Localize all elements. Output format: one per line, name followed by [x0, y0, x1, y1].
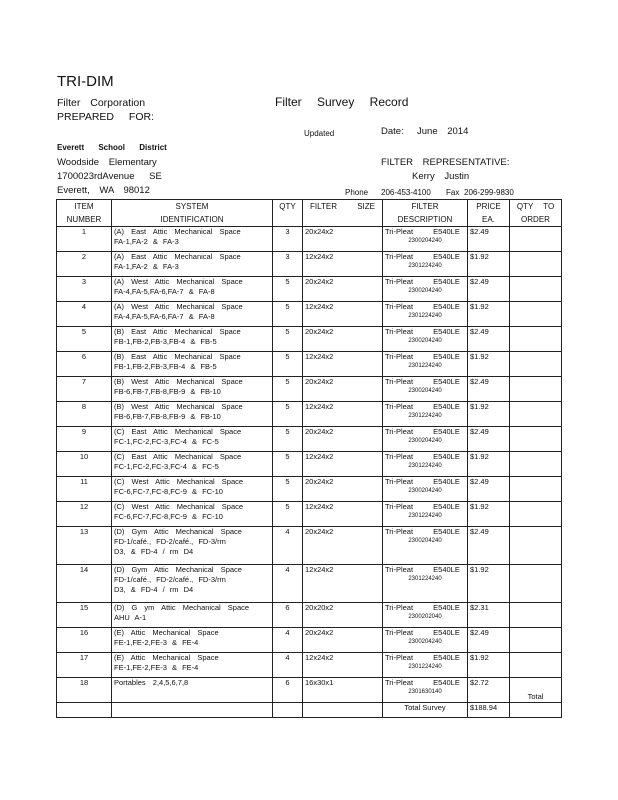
system-line: (B) West Attic Mechanical Space — [114, 402, 243, 411]
part-number: 2301224240 — [408, 313, 442, 319]
unit-price: $2.49 — [468, 327, 510, 352]
filter-model: Tri-Pleat E540LE — [385, 477, 460, 486]
unit-price: $2.49 — [468, 277, 510, 302]
site-name: Woodside Elementary — [57, 157, 157, 168]
item-number: 2 — [57, 252, 112, 277]
filter-description — [383, 452, 468, 477]
filter-description — [383, 377, 468, 402]
order-quantity[interactable] — [510, 452, 562, 477]
filter-size: 12x24x2 — [303, 302, 383, 327]
system-units: FC-6,FC-7,FC-8,FC-9 & FC-10 — [114, 487, 223, 496]
system-line: (A) West Attic Mechanical Space — [114, 302, 243, 311]
prepared-for-label: PREPARED FOR: — [57, 111, 154, 123]
order-quantity[interactable] — [510, 565, 562, 603]
filter-size: 12x24x2 — [303, 352, 383, 377]
system-line: Portables 2,4,5,6,7,8 — [114, 678, 189, 687]
item-number: 1 — [57, 227, 112, 252]
unit-price: $1.92 — [468, 352, 510, 377]
corporation-name: Filter Corporation — [57, 97, 146, 109]
unit-price: $1.92 — [468, 302, 510, 327]
quantity: 5 — [273, 427, 303, 452]
item-number: 4 — [57, 302, 112, 327]
item-number: 17 — [57, 653, 112, 678]
table-row — [57, 427, 562, 452]
item-number: 12 — [57, 502, 112, 527]
part-number: 2300204240 — [408, 388, 442, 394]
system-units: FA-4,FA-5,FA-6,FA-7 & FA-8 — [114, 287, 215, 296]
table-row — [57, 327, 562, 352]
filter-model: Tri-Pleat E540LE — [385, 277, 460, 286]
filter-description — [383, 402, 468, 427]
header-item: ITEM NUMBER — [57, 200, 112, 227]
quantity: 5 — [273, 452, 303, 477]
system-identification — [112, 477, 273, 502]
system-identification — [112, 452, 273, 477]
header-filter-size: FILTER SIZE — [303, 200, 383, 227]
unit-price: $1.92 — [468, 565, 510, 603]
filter-model: Tri-Pleat E540LE — [385, 252, 460, 261]
system-identification — [112, 402, 273, 427]
order-quantity[interactable] — [510, 227, 562, 252]
filter-model: Tri-Pleat E540LE — [385, 502, 460, 511]
item-number: 11 — [57, 477, 112, 502]
table-row — [57, 227, 562, 252]
system-units: FE-1,FE-2,FE-3 & FE-4 — [114, 663, 199, 672]
filter-description — [383, 502, 468, 527]
system-units: FA-4,FA-5,FA-6,FA-7 & FA-8 — [114, 312, 215, 321]
address-line: 1700023rdAvenue SE — [57, 171, 162, 182]
item-number: 15 — [57, 603, 112, 628]
system-line: (A) East Attic Mechanical Space — [114, 252, 241, 261]
header-description: FILTER DESCRIPTION — [383, 200, 468, 227]
part-number: 2300204240 — [408, 488, 442, 494]
order-quantity[interactable] — [510, 427, 562, 452]
filter-size: 20x24x2 — [303, 628, 383, 653]
system-line: (A) East Attic Mechanical Space — [114, 227, 241, 236]
header-qty: QTY — [273, 200, 303, 227]
filter-model: Tri-Pleat E540LE — [385, 603, 460, 612]
system-line: (E) Attic Mechanical Space — [114, 628, 219, 637]
order-quantity[interactable] — [510, 302, 562, 327]
header-system: SYSTEM IDENTIFICATION — [112, 200, 273, 227]
filter-model: Tri-Pleat E540LE — [385, 427, 460, 436]
quantity: 4 — [273, 565, 303, 603]
date-label: Date: — [381, 126, 404, 137]
system-line: (C) West Attic Mechanical Space — [114, 477, 244, 486]
unit-price: $2.49 — [468, 227, 510, 252]
item-number: 5 — [57, 327, 112, 352]
quantity: 6 — [273, 603, 303, 628]
total-row — [57, 703, 562, 718]
part-number: 2301224240 — [408, 576, 442, 582]
total-value: $188.94 — [468, 703, 510, 718]
system-line: (B) West Attic Mechanical Space — [114, 377, 243, 386]
filter-model: Tri-Pleat E540LE — [385, 402, 460, 411]
unit-price: $1.92 — [468, 452, 510, 477]
order-quantity[interactable] — [510, 402, 562, 427]
order-quantity[interactable] — [510, 628, 562, 653]
item-number: 16 — [57, 628, 112, 653]
system-units: FC-1,FC-2,FC-3,FC-4 & FC-5 — [114, 437, 219, 446]
order-quantity[interactable] — [510, 527, 562, 565]
filter-description — [383, 302, 468, 327]
system-identification — [112, 628, 273, 653]
order-quantity[interactable] — [510, 252, 562, 277]
filter-model: Tri-Pleat E540LE — [385, 377, 460, 386]
phone-label: Phone — [345, 188, 369, 197]
system-line: (D) G ym Attic Mechanical Space — [114, 603, 250, 612]
system-line: (E) Attic Mechanical Space — [114, 653, 219, 662]
unit-price: $2.49 — [468, 527, 510, 565]
filter-size: 16x30x1 — [303, 678, 383, 703]
system-line: (D) Gym Attic Mechanical Space — [114, 527, 242, 536]
system-line: (A) West Attic Mechanical Space — [114, 277, 243, 286]
filter-description — [383, 527, 468, 565]
system-units: FA-1,FA-2 & FA-3 — [114, 237, 179, 246]
unit-price: $2.31 — [468, 603, 510, 628]
table-row — [57, 603, 562, 628]
item-number: 8 — [57, 402, 112, 427]
table-row — [57, 252, 562, 277]
system-units-extra: D3, & FD-4 / rm D4 — [114, 585, 194, 594]
company-name: TRI-DIM — [57, 73, 114, 90]
item-number: 13 — [57, 527, 112, 565]
filter-description — [383, 653, 468, 678]
system-units: FB-6,FB-7,FB-8,FB-9 & FB-10 — [114, 412, 221, 421]
system-identification — [112, 377, 273, 402]
table-row — [57, 452, 562, 477]
filter-size: 12x24x2 — [303, 402, 383, 427]
filter-size: 20x24x2 — [303, 427, 383, 452]
item-number: 9 — [57, 427, 112, 452]
part-number: 2301630140 — [408, 689, 442, 695]
rep-label: FILTER REPRESENTATIVE: — [381, 157, 510, 168]
fax-number: 206-299-9830 — [464, 188, 514, 197]
system-identification — [112, 678, 273, 703]
filter-size: 12x24x2 — [303, 565, 383, 603]
part-number: 2301224240 — [408, 363, 442, 369]
table-row — [57, 527, 562, 565]
order-quantity[interactable]: Total — [510, 678, 562, 703]
table-row — [57, 377, 562, 402]
system-line: (C) East Attic Mechanical Space — [114, 427, 242, 436]
system-line: (C) East Attic Mechanical Space — [114, 452, 242, 461]
item-number: 3 — [57, 277, 112, 302]
filter-size: 12x24x2 — [303, 452, 383, 477]
survey-table — [56, 199, 562, 718]
quantity: 3 — [273, 227, 303, 252]
part-number: 2301224240 — [408, 413, 442, 419]
filter-size: 12x24x2 — [303, 252, 383, 277]
system-units: FD-1/café., FD-2/café., FD-3/rm — [114, 537, 226, 546]
system-line: (D) Gym Attic Mechanical Space — [114, 565, 242, 574]
filter-description — [383, 678, 468, 703]
system-identification — [112, 427, 273, 452]
quantity: 5 — [273, 377, 303, 402]
system-units: FC-1,FC-2,FC-3,FC-4 & FC-5 — [114, 462, 219, 471]
item-number: 6 — [57, 352, 112, 377]
table-row — [57, 277, 562, 302]
table-row — [57, 502, 562, 527]
order-quantity[interactable] — [510, 477, 562, 502]
order-quantity[interactable] — [510, 603, 562, 628]
filter-description — [383, 352, 468, 377]
unit-price: $2.49 — [468, 427, 510, 452]
part-number: 2301224240 — [408, 664, 442, 670]
system-identification — [112, 327, 273, 352]
system-identification — [112, 227, 273, 252]
quantity: 5 — [273, 502, 303, 527]
total-label: Total Survey — [383, 703, 468, 718]
filter-description — [383, 427, 468, 452]
filter-description — [383, 227, 468, 252]
unit-price: $1.92 — [468, 653, 510, 678]
city-line: Everett, WA 98012 — [57, 185, 150, 196]
order-quantity[interactable] — [510, 653, 562, 678]
quantity: 5 — [273, 277, 303, 302]
filter-size: 12x24x2 — [303, 653, 383, 678]
unit-price: $2.72 — [468, 678, 510, 703]
table-row — [57, 477, 562, 502]
part-number: 2300204240 — [408, 238, 442, 244]
system-units: FC-6,FC-7,FC-8,FC-9 & FC-10 — [114, 512, 223, 521]
item-number: 14 — [57, 565, 112, 603]
quantity: 5 — [273, 352, 303, 377]
system-identification — [112, 653, 273, 678]
system-identification — [112, 352, 273, 377]
filter-description — [383, 565, 468, 603]
filter-description — [383, 628, 468, 653]
system-line: (B) East Attic Mechanical Space — [114, 327, 241, 336]
system-identification — [112, 252, 273, 277]
table-row — [57, 565, 562, 603]
quantity: 4 — [273, 653, 303, 678]
filter-size: 20x24x2 — [303, 277, 383, 302]
header-order: QTY TO ORDER — [510, 200, 562, 227]
system-identification — [112, 302, 273, 327]
system-units: FB-1,FB-2,FB-3,FB-4 & FB-5 — [114, 362, 217, 371]
part-number: 2301224240 — [408, 463, 442, 469]
system-units: FE-1,FE-2,FE-3 & FE-4 — [114, 638, 199, 647]
filter-model: Tri-Pleat E540LE — [385, 302, 460, 311]
client-name: Everett School District — [57, 143, 167, 152]
filter-model: Tri-Pleat E540LE — [385, 678, 460, 687]
survey-title: Filter Survey Record — [275, 95, 409, 109]
filter-model: Tri-Pleat E540LE — [385, 352, 460, 361]
unit-price: $1.92 — [468, 502, 510, 527]
phone-number: 206-453-4100 — [381, 188, 431, 197]
system-line: (B) East Attic Mechanical Space — [114, 352, 241, 361]
system-units: FA-1,FA-2 & FA-3 — [114, 262, 179, 271]
unit-price: $2.49 — [468, 377, 510, 402]
filter-model: Tri-Pleat E540LE — [385, 527, 460, 536]
quantity: 5 — [273, 327, 303, 352]
unit-price: $1.92 — [468, 252, 510, 277]
part-number: 2300202040 — [408, 614, 442, 620]
order-quantity[interactable] — [510, 377, 562, 402]
part-number: 2300204240 — [408, 288, 442, 294]
system-units: FD-1/café., FD-2/café., FD-3/rm — [114, 575, 226, 584]
quantity: 4 — [273, 527, 303, 565]
part-number: 2300204240 — [408, 438, 442, 444]
system-identification — [112, 527, 273, 565]
header-price: PRICE EA. — [468, 200, 510, 227]
system-units-extra: D3, & FD-4 / rm D4 — [114, 547, 194, 556]
filter-description — [383, 327, 468, 352]
part-number: 2300204240 — [408, 338, 442, 344]
order-quantity[interactable] — [510, 277, 562, 302]
system-identification — [112, 277, 273, 302]
part-number: 2301224240 — [408, 263, 442, 269]
filter-size: 20x24x2 — [303, 327, 383, 352]
system-identification — [112, 603, 273, 628]
item-number: 18 — [57, 678, 112, 703]
filter-model: Tri-Pleat E540LE — [385, 628, 460, 637]
filter-description — [383, 603, 468, 628]
quantity: 3 — [273, 252, 303, 277]
quantity: 5 — [273, 302, 303, 327]
table-row — [57, 402, 562, 427]
filter-model: Tri-Pleat E540LE — [385, 565, 460, 574]
filter-model: Tri-Pleat E540LE — [385, 327, 460, 336]
part-number: 2300204240 — [408, 639, 442, 645]
system-units: AHU A-1 — [114, 613, 147, 622]
table-row — [57, 352, 562, 377]
system-units: FB-6,FB-7,FB-8,FB-9 & FB-10 — [114, 387, 221, 396]
filter-description — [383, 477, 468, 502]
table-row — [57, 678, 562, 703]
system-identification — [112, 565, 273, 603]
updated-label: Updated — [304, 129, 335, 138]
date-value: June 2014 — [417, 126, 469, 137]
table-row — [57, 302, 562, 327]
part-number: 2300204240 — [408, 538, 442, 544]
system-units: FB-1,FB-2,FB-3,FB-4 & FB-5 — [114, 337, 217, 346]
order-quantity[interactable] — [510, 327, 562, 352]
filter-model: Tri-Pleat E540LE — [385, 452, 460, 461]
order-quantity[interactable] — [510, 352, 562, 377]
item-number: 10 — [57, 452, 112, 477]
item-number: 7 — [57, 377, 112, 402]
table-row — [57, 653, 562, 678]
filter-description — [383, 252, 468, 277]
fax-label: Fax — [446, 188, 460, 197]
quantity: 4 — [273, 628, 303, 653]
filter-model: Tri-Pleat E540LE — [385, 653, 460, 662]
table-row — [57, 628, 562, 653]
filter-size: 20x24x2 — [303, 227, 383, 252]
unit-price: $1.92 — [468, 402, 510, 427]
quantity: 5 — [273, 402, 303, 427]
filter-model: Tri-Pleat E540LE — [385, 227, 460, 236]
quantity: 5 — [273, 477, 303, 502]
quantity: 6 — [273, 678, 303, 703]
rep-name: Kerry Justin — [412, 171, 470, 182]
filter-size: 20x24x2 — [303, 527, 383, 565]
order-quantity[interactable] — [510, 502, 562, 527]
filter-size: 20x20x2 — [303, 603, 383, 628]
system-identification — [112, 502, 273, 527]
filter-size: 20x24x2 — [303, 477, 383, 502]
table-header-row — [57, 200, 562, 227]
unit-price: $2.49 — [468, 477, 510, 502]
system-line: (C) West Attic Mechanical Space — [114, 502, 244, 511]
part-number: 2301224240 — [408, 513, 442, 519]
unit-price: $2.49 — [468, 628, 510, 653]
filter-size: 12x24x2 — [303, 502, 383, 527]
filter-size: 20x24x2 — [303, 377, 383, 402]
filter-description — [383, 277, 468, 302]
